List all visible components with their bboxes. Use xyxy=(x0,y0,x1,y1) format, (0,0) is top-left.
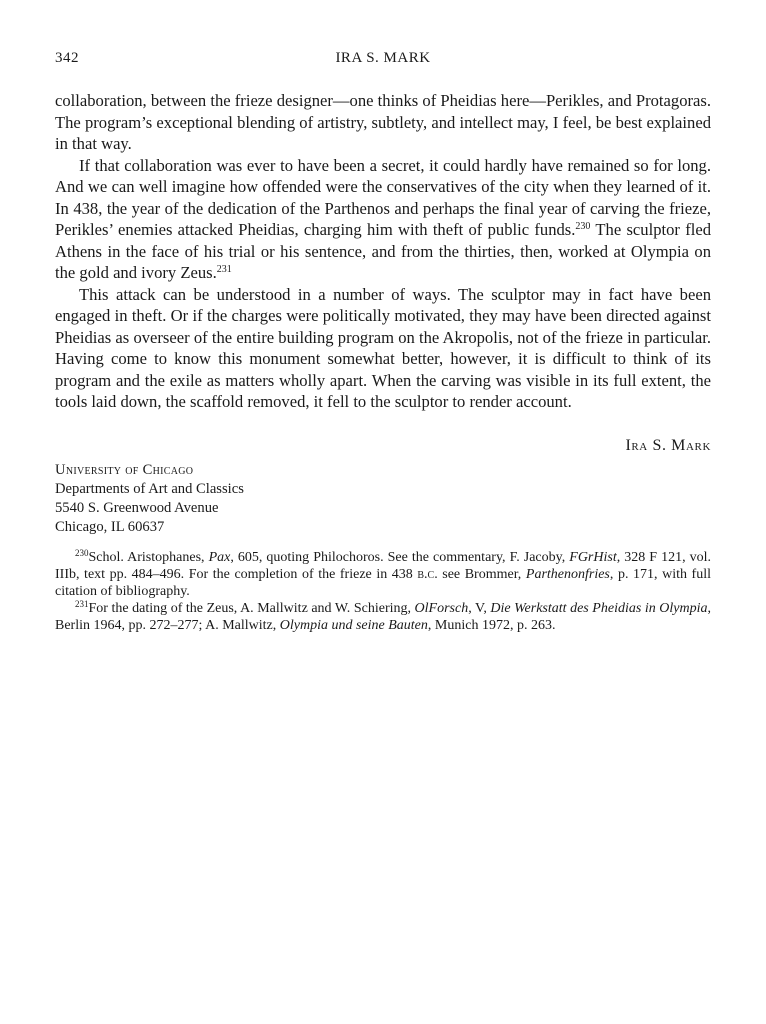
footnotes xyxy=(55,549,711,634)
paragraph-2 xyxy=(55,155,711,284)
paragraph-1: collaboration, between the frieze designer—one thinks of Pheidias here—Perikles, and Protagoras. The program’s exceptional blending of artistry, subtlety, and intellect may, I feel, be best explained in that way. xyxy=(55,91,711,153)
footnote-ref-230[interactable]: 230 xyxy=(575,221,591,232)
footnote-text: , 328 F 121, vol. IIIb, text pp. 484–496. For the completion of the frieze in 438 xyxy=(55,549,712,582)
footnote-231 xyxy=(55,600,711,634)
footnote-text: , 605, quoting Philochoros. See the commentary, F. Jacoby, xyxy=(230,549,570,565)
footnote-era: b.c. xyxy=(417,566,438,582)
author-affiliation xyxy=(55,461,711,537)
footnote-230 xyxy=(55,549,711,600)
author-signature: Ira S. Mark xyxy=(625,436,711,454)
footnote-title: Die Werkstatt des Pheidias in Olympia xyxy=(490,600,708,616)
footnote-title: OlForsch xyxy=(414,600,469,616)
footnote-title: Parthenonfries xyxy=(525,566,610,582)
street-address: 5540 S. Greenwood Avenue xyxy=(55,499,219,516)
page-number: 342 xyxy=(55,50,79,66)
footnote-ref-231[interactable]: 231 xyxy=(216,264,232,275)
footnote-title: FGrHist xyxy=(569,549,617,565)
header-author: IRA S. MARK xyxy=(335,50,431,66)
footnote-number: 231 xyxy=(75,598,89,609)
paragraph-2-part-a: If that collaboration was ever to have been a secret, it could hardly have remained so for long. And we can well imagine how offended were the conservatives of the city when they learned of it. In 438, the year of the dedication of the Parthenos and perhaps the final year of carving the frieze, Perikles’ enemies attacked Pheidias, charging him with theft of public funds. xyxy=(55,155,711,239)
department: Departments of Art and Classics xyxy=(55,480,244,497)
running-head xyxy=(55,50,711,72)
footnote-text: , Munich 1972, p. 263. xyxy=(427,617,556,633)
footnote-title: Pax xyxy=(208,549,231,565)
footnote-title: Olympia und seine Bauten xyxy=(279,617,428,633)
institution: University of Chicago xyxy=(55,461,194,478)
body-text xyxy=(55,90,711,413)
footnote-number: 230 xyxy=(75,547,89,558)
paragraph-2-part-b: The sculptor fled Athens in the face of his trial or his sentence, and from the thirties, then, worked at Olympia on the gold and ivory Zeus. xyxy=(55,220,712,282)
footnote-text: , p. 171, with full citation of bibliography. xyxy=(55,566,711,599)
footnote-text: Schol. Aristophanes, xyxy=(88,549,209,565)
paragraph-3: This attack can be understood in a number of ways. The sculptor may in fact have been engaged in theft. Or if the charges were politically motivated, they may have been directed against Pheidias as overseer of the entire building program on the Akropolis, not of the frieze in particular. Having come to know this monument somewhat better, however, it is difficult to think of its program and the exile as matters wholly apart. When the carving was visible in its full extent, the tools laid down, the scaffold removed, it fell to the sculptor to render account. xyxy=(55,284,711,411)
page xyxy=(55,50,711,634)
footnote-text: , V, xyxy=(468,600,491,616)
city-address: Chicago, IL 60637 xyxy=(55,518,165,535)
footnote-text: see Brommer, xyxy=(437,566,526,582)
footnote-text: , Berlin 1964, pp. 272–277; A. Mallwitz, xyxy=(55,600,712,633)
footnote-text: For the dating of the Zeus, A. Mallwitz and W. Schiering, xyxy=(88,600,415,616)
